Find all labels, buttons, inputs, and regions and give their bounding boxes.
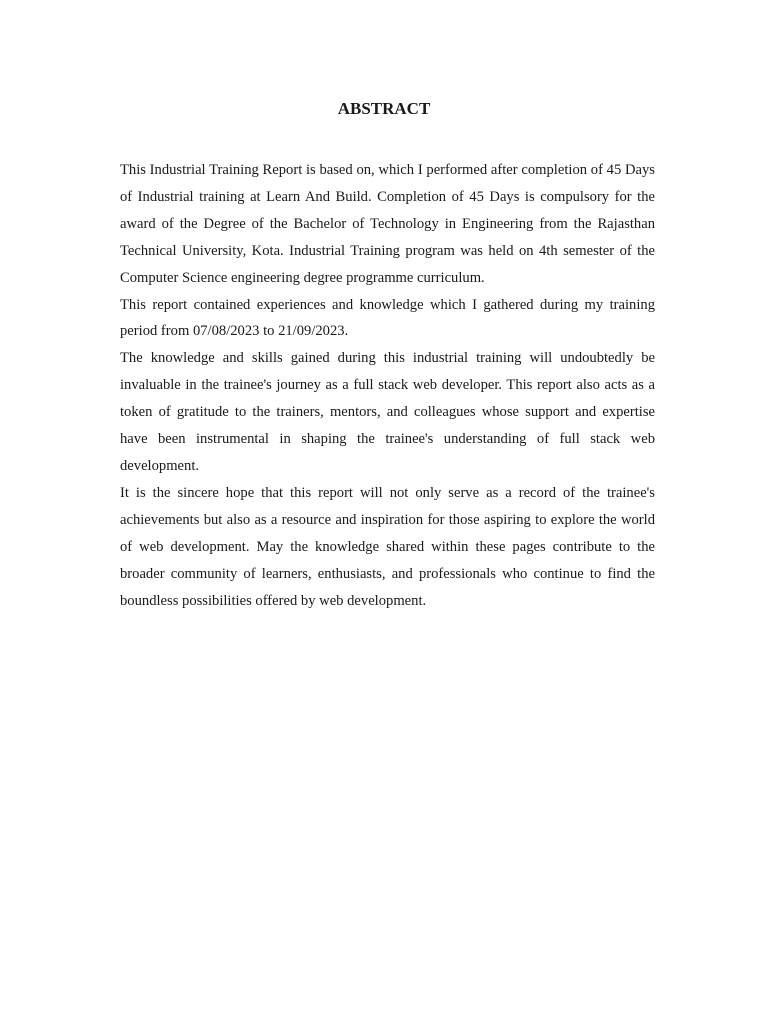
- paragraph-training-period: This report contained experiences and knowledge which I gathered during my training period from 07/08/2023 to 21/09/2023.: [120, 296, 655, 340]
- page-title: ABSTRACT: [337, 99, 431, 118]
- paragraph-training-overview: This Industrial Training Report is based on, which I performed after completion of 45 Days of Industrial training at Learn And Build. Completion of 45 Days is compulsory for the award of the Degree of the Bachelor of Technology in Engineering from the Rajasthan Technical University, Kota. Industrial Training program was held on 4th semester of the Computer Science engineering degree programme curriculum.: [120, 162, 655, 286]
- paragraph-closing-hope: It is the sincere hope that this report will not only serve as a record of the trainee's achievements but also as a resource and inspiration for those aspiring to explore the world of web development. May the knowledge shared within these pages contribute to the broader community of learners, enthusiasts, and professionals who continue to find the boundless possibilities offered by web development.: [120, 484, 655, 609]
- abstract-body: [120, 157, 655, 614]
- paragraph-knowledge-gained: The knowledge and skills gained during this industrial training will undoubtedly be invaluable in the trainee's journey as a full stack web developer. This report also acts as a token of gratitude to the trainers, mentors, and colleagues whose support and expertise have been instrumental in shaping the trainee's understanding of full stack web development.: [120, 350, 655, 474]
